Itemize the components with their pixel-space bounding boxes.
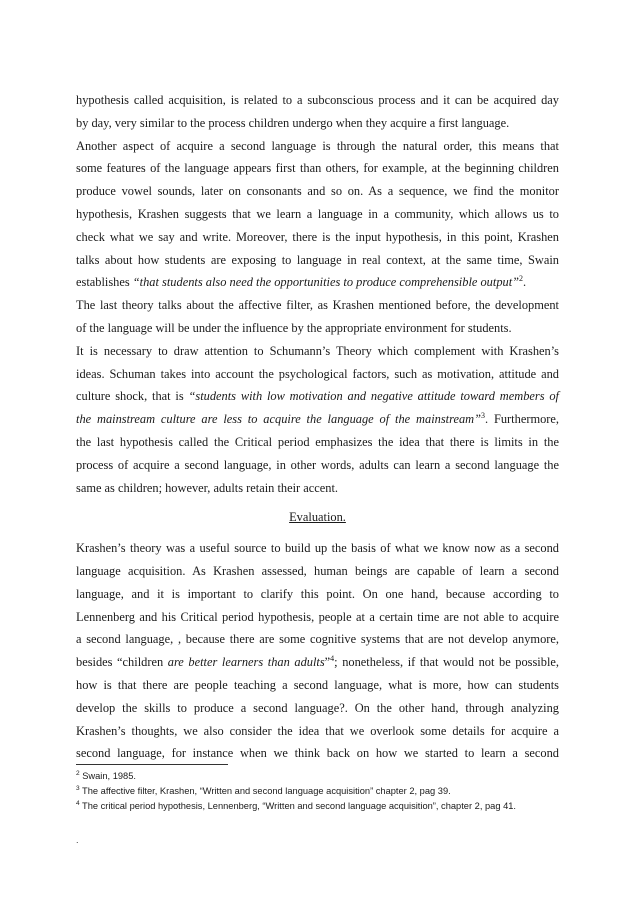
- text-line: develop the skills to produce a second language?. On the other hand, through analyzing: [76, 700, 559, 715]
- quote: “students with low motivation and negative attitude toward members of: [188, 389, 559, 404]
- text-line: Krashen’s thoughts, we also consider the idea that we overlook some details for acquire a: [76, 723, 559, 738]
- text-line: The last theory talks about the affective filter, as Krashen mentioned before, the development: [76, 298, 559, 313]
- text-segment: culture shock, that is: [76, 389, 189, 404]
- text-line: second language, for instance when we think back on how we started to learn a second: [76, 746, 559, 761]
- text-line: how is that there are people teaching a second language, what is more, how can students: [76, 677, 559, 692]
- text-line-with-quote: [76, 408, 559, 431]
- text-segment: establishes: [76, 275, 133, 290]
- text-segment: ; nonetheless, if that would not be possible,: [334, 655, 559, 670]
- text-segment: ”: [324, 655, 331, 670]
- text-line: Lennenberg and his Critical period hypothesis, people at a certain time are not able to acquire: [76, 609, 559, 624]
- body-text: [76, 89, 559, 765]
- footnote: [76, 799, 576, 814]
- text-line: ideas. Schuman takes into account the psychological factors, such as motivation, attitude and: [76, 366, 559, 381]
- text-segment: . Furthermore,: [485, 412, 559, 427]
- footnote-number: 2: [76, 770, 80, 777]
- section-heading: Evaluation.: [289, 510, 346, 525]
- footnote-ref[interactable]: 2: [519, 274, 524, 284]
- footnote-number: 3: [76, 785, 80, 792]
- text-line: some features of the language appears first than others, for example, at the beginning children: [76, 161, 559, 176]
- text-segment: .: [523, 275, 527, 290]
- footnote: [76, 769, 576, 784]
- text-line: language, and it is important to clarify this point. On one hand, because according to: [76, 586, 559, 601]
- text-line: of the language will be under the influence by the appropriate environment for students.: [76, 320, 512, 335]
- quote: are better learners than adults: [167, 655, 325, 670]
- page-marker: .: [76, 835, 79, 845]
- footnote-text: The affective filter, Krashen, “Written and second language acquisition” chapter 2, pag 39.: [82, 786, 451, 796]
- footnote-separator: [76, 764, 228, 765]
- text-line: It is necessary to draw attention to Schumann’s Theory which complement with Krashen’s: [76, 343, 559, 358]
- text-line: language acquisition. As Krashen assessed, human beings are capable of learn a second: [76, 563, 559, 578]
- text-line: a second language, , because there are some cognitive systems that are not develop anymore,: [76, 632, 559, 647]
- text-line: produce vowel sounds, later on consonants and so on. As a sequence, we find the monitor: [76, 184, 559, 199]
- text-line: talks about how students are exposing to language in real context, at the same time, Swain: [76, 252, 559, 267]
- text-line: check what we say and write. Moreover, there is the input hypothesis, in this point, Krashen: [76, 229, 559, 244]
- footnote-text: The critical period hypothesis, Lennenberg, “Written and second language acquisition”, chapter 2, pag 41.: [82, 801, 516, 811]
- quote: the mainstream culture are less to acquire the language of the mainstream”: [76, 412, 481, 427]
- footnotes: [76, 769, 576, 814]
- text-line-with-quote: [76, 651, 559, 674]
- footnote-text: Swain, 1985.: [82, 771, 136, 781]
- text-line: Another aspect of acquire a second language is through the natural order, this means that: [76, 138, 559, 153]
- text-line: by day, very similar to the process children undergo when they acquire a first language.: [76, 115, 510, 130]
- footnote: [76, 784, 576, 799]
- text-segment: besides “children: [76, 655, 168, 670]
- text-line: same as children; however, adults retain their accent.: [76, 480, 339, 495]
- text-line: the last hypothesis called the Critical period emphasizes the idea that there is limits in the: [76, 434, 559, 449]
- text-line-with-quote: [76, 385, 559, 408]
- footnote-ref[interactable]: 3: [481, 411, 485, 421]
- text-line-with-quote: [76, 271, 559, 294]
- text-line: process of acquire a second language, in other words, adults can learn a second language the: [76, 457, 559, 472]
- footnote-number: 4: [76, 800, 80, 807]
- text-line: hypothesis called acquisition, is related to a subconscious process and it can be acquired day: [76, 93, 559, 107]
- footnote-ref[interactable]: 4: [330, 654, 335, 664]
- text-line: Krashen’s theory was a useful source to build up the basis of what we know now as a second: [76, 541, 559, 556]
- quote: “that students also need the opportunities to produce comprehensible output”: [132, 275, 520, 290]
- text-line: hypothesis, Krashen suggests that we learn a language in a community, which allows us to: [76, 206, 559, 221]
